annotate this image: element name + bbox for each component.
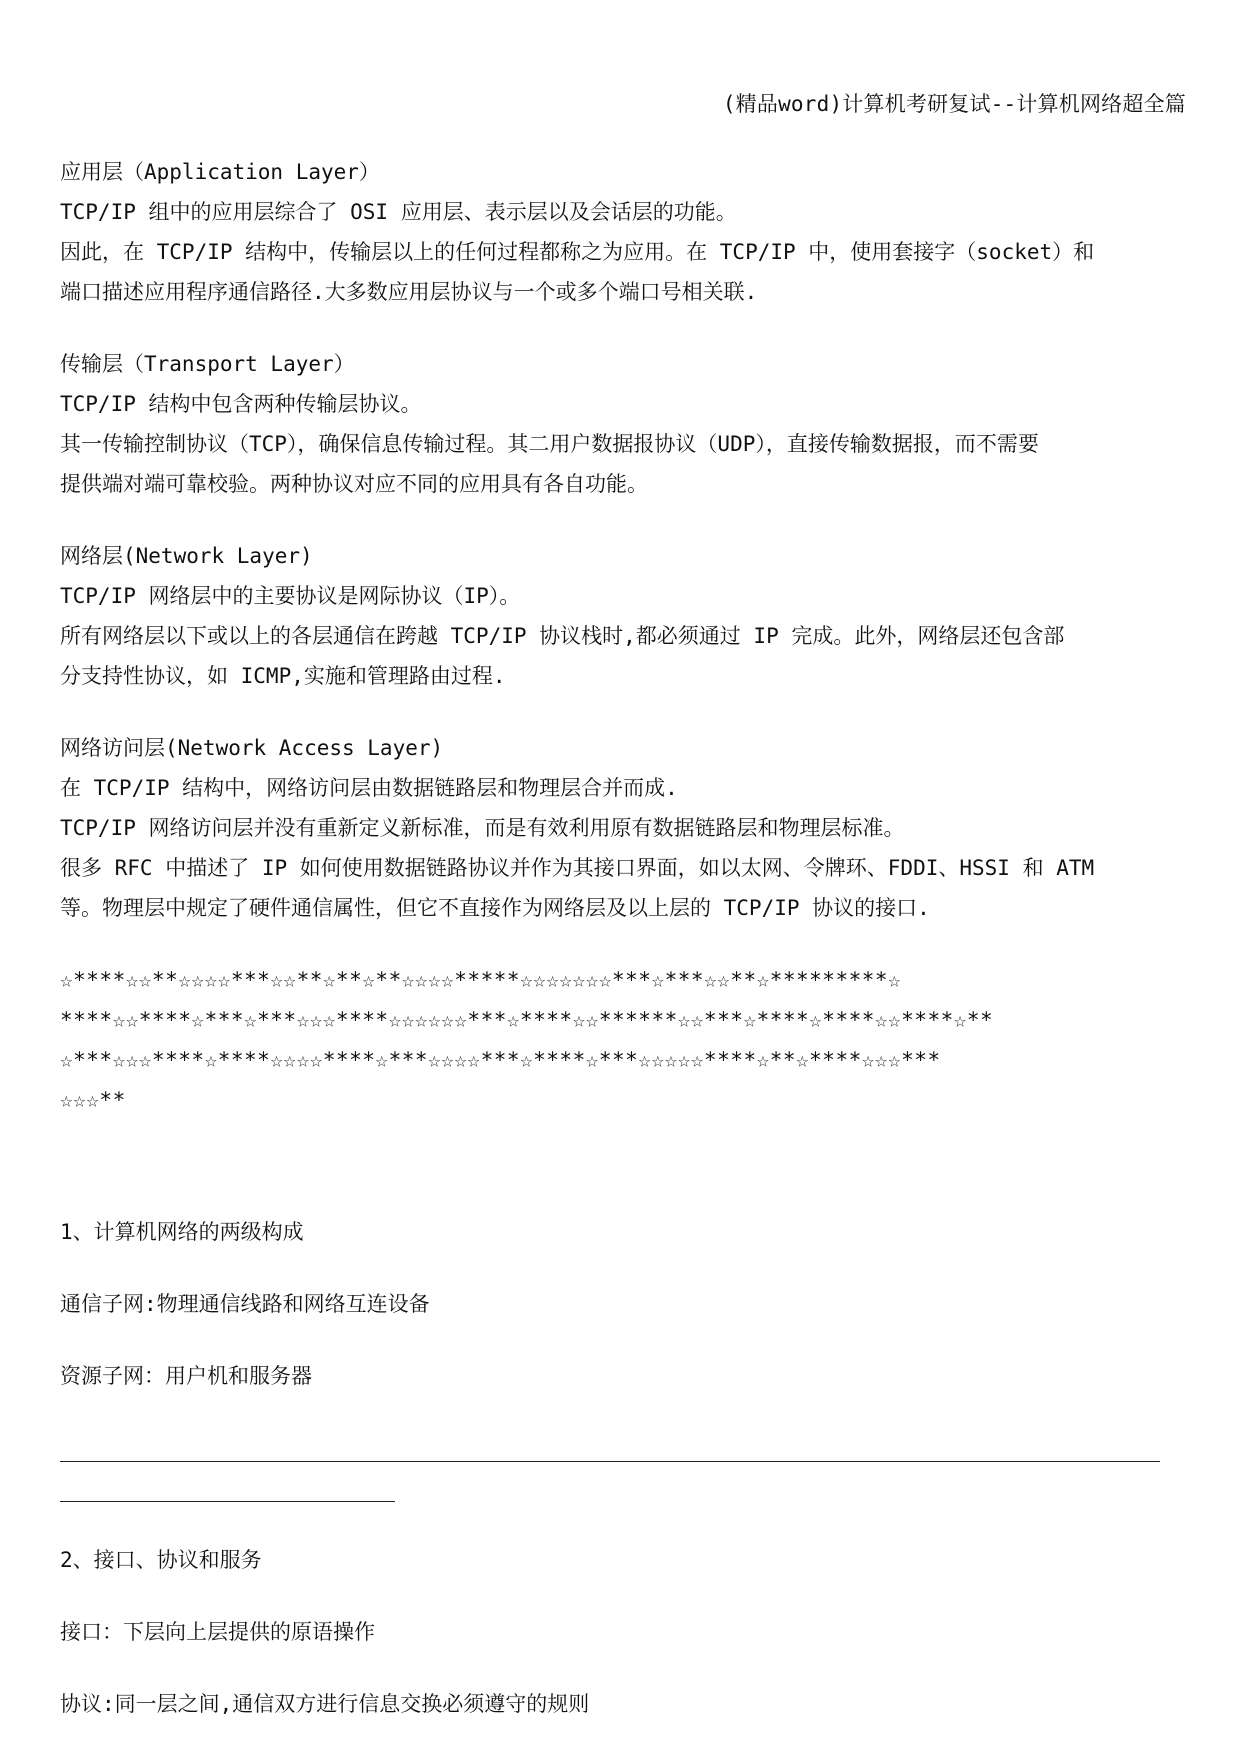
underline-row [60,1428,1190,1468]
underline-row [60,1468,1190,1508]
section-network-access-layer [60,728,1190,928]
item-interface-protocol-service [60,1540,1190,1724]
spacer [60,696,1190,728]
section-line: TCP/IP 网络层中的主要协议是网际协议（IP）。 [60,584,521,608]
spacer [60,312,1190,344]
spacer [60,1396,1190,1428]
star-divider [60,960,1190,1120]
section-line: 所有网络层以下或以上的各层通信在跨越 TCP/IP 协议栈时,都必须通过 IP 完成。此外，网络层还包含部 [60,624,1065,648]
section-heading: 网络访问层(Network Access Layer) [60,736,444,760]
underline-divider [60,1428,1190,1508]
item-title: 1、计算机网络的两级构成 [60,1220,304,1244]
item-line-resource-subnet: 资源子网：用户机和服务器 [60,1364,312,1388]
item-network-two-levels [60,1212,1190,1396]
section-line: 其一传输控制协议（TCP），确保信息传输过程。其二用户数据报协议（UDP），直接传输数据报，而不需要 [60,432,1039,456]
spacer [60,504,1190,536]
section-line: 端口描述应用程序通信路径.大多数应用层协议与一个或多个端口号相关联. [60,280,758,304]
section-line: 在 TCP/IP 结构中，网络访问层由数据链路层和物理层合并而成. [60,776,678,800]
section-line: TCP/IP 组中的应用层综合了 OSI 应用层、表示层以及会话层的功能。 [60,200,737,224]
section-application-layer [60,152,1190,312]
item-title: 2、接口、协议和服务 [60,1548,262,1572]
page-header: (精品word)计算机考研复试--计算机网络超全篇 [722,92,1186,116]
spacer [60,1508,1190,1540]
star-row: ☆☆☆** [60,1088,126,1112]
section-network-layer [60,536,1190,696]
section-heading: 传输层（Transport Layer） [60,352,355,376]
section-heading: 网络层(Network Layer) [60,544,313,568]
spacer [60,1120,1190,1212]
document-body [60,152,1190,1724]
section-line: 等。物理层中规定了硬件通信属性，但它不直接作为网络层及以上层的 TCP/IP 协议的接口. [60,896,930,920]
section-line: TCP/IP 结构中包含两种传输层协议。 [60,392,422,416]
section-line: TCP/IP 网络访问层并没有重新定义新标准，而是有效利用原有数据链路层和物理层标准。 [60,816,905,840]
star-row: ☆****☆☆**☆☆☆☆***☆☆**☆**☆**☆☆☆☆*****☆☆☆☆☆☆☆***☆***☆☆**☆*********☆ [60,968,902,992]
section-transport-layer [60,344,1190,504]
section-line: 提供端对端可靠校验。两种协议对应不同的应用具有各自功能。 [60,472,648,496]
star-row: ☆***☆☆☆****☆****☆☆☆☆****☆***☆☆☆☆***☆****☆***☆☆☆☆☆****☆**☆****☆☆☆*** [60,1048,941,1072]
section-heading: 应用层（Application Layer） [60,160,380,184]
star-row: ****☆☆****☆***☆***☆☆☆****☆☆☆☆☆☆***☆****☆☆******☆☆***☆****☆****☆☆****☆** [60,1008,994,1032]
spacer [60,928,1190,960]
item-line-protocol: 协议:同一层之间,通信双方进行信息交换必须遵守的规则 [60,1692,590,1716]
section-line: 因此，在 TCP/IP 结构中，传输层以上的任何过程都称之为应用。在 TCP/IP 中，使用套接字（socket）和 [60,240,1095,264]
item-line-comm-subnet: 通信子网:物理通信线路和网络互连设备 [60,1292,430,1316]
section-line: 分支持性协议，如 ICMP,实施和管理路由过程. [60,664,506,688]
item-line-interface: 接口：下层向上层提供的原语操作 [60,1620,375,1644]
section-line: 很多 RFC 中描述了 IP 如何使用数据链路协议并作为其接口界面，如以太网、令牌环、FDDI、HSSI 和 ATM [60,856,1095,880]
